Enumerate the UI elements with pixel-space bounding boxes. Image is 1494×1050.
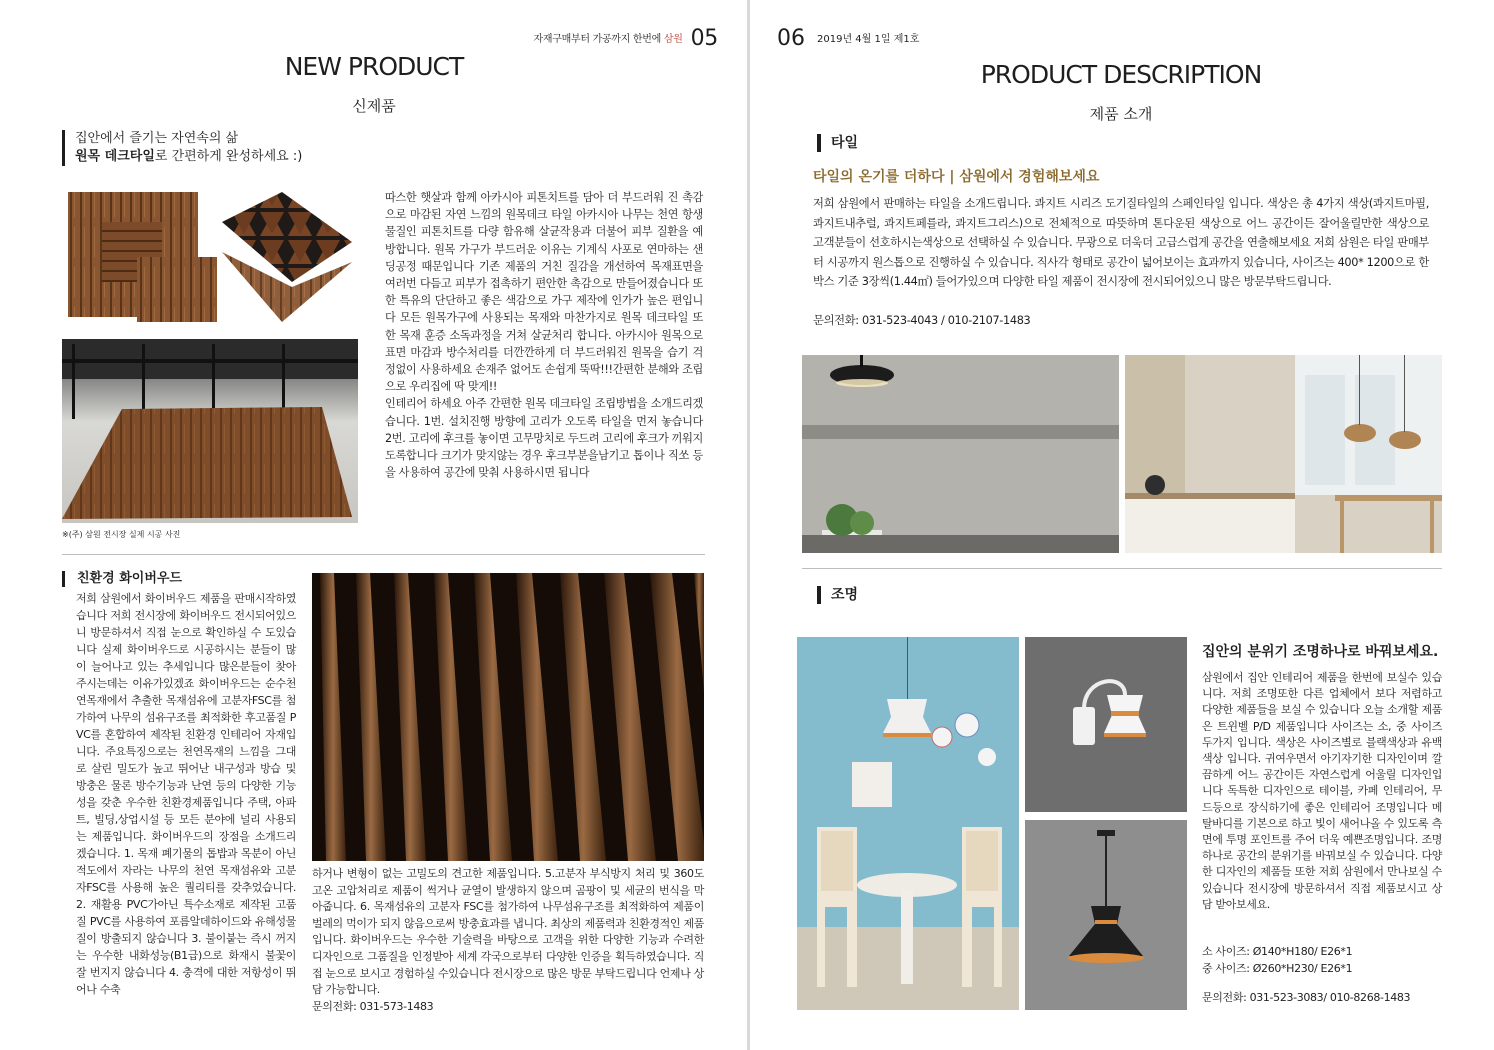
- right-page: [751, 0, 1494, 1050]
- tile-wall-photo: [802, 355, 1119, 553]
- right-section-subtitle: 제품 소개: [1089, 105, 1153, 123]
- photo-caption: ※(주) 삼원 전시장 실제 시공 사진: [62, 530, 181, 539]
- white-pendant-photo: [1025, 637, 1187, 812]
- lighting-paragraph: 삼원에서 집안 인테리어 제품을 한번에 보실수 있습니다. 저희 조명또한 다른 업체에서 보다 저렴하고 다양한 제품들을 보실 수 있습니다 오늘 소개할 제품은 트윈벨 P/D 제품입니다 사이즈는 소, 중 사이즈 두가지 입니다. 색상은 사이즈별로 블랙색상과 유백색상 입니다. 귀여우면서 아기자기한 디자인이며 깔끔하게 어느 공간이든 자연스럽게 어울릴 디자인입니다 독특한 디자인으로 테이블, 카페 인테리어, 무드등으로 장식하기에 좋은 인테리어 조명입니다 메탈바디를 기본으로 하고 빛이 새어나올 수 있도록 측면에 투명 포인트를 주어 더욱 예쁜조명입니다. 조명하나로 공간의 분위기를 바꿔보실 수 있습니다. 다양한 디자인의 제품들 또한 저희 삼원에서 만나보실 수 있습니다 전시장에 방문하셔서 직접 제품보시고 상담 받아보세요.: [1202, 671, 1442, 911]
- header-tagline: 자재구매부터 가공까지 한번에: [533, 34, 664, 45]
- left-section-subtitle: 신제품: [352, 97, 396, 115]
- intro-line-1: 집안에서 즐기는 자연속의 삶: [75, 131, 239, 146]
- deck-intro: [62, 130, 302, 166]
- left-section-title: NEW PRODUCT: [284, 52, 464, 81]
- showroom-install-photo: [62, 339, 358, 523]
- lighting-heading: 조명: [817, 586, 858, 604]
- fiberwood-louver-photo: [312, 573, 704, 861]
- fiberwood-paragraph-2: 하거나 변형이 없는 고밀도의 견고한 제품입니다. 5.고분자 부식방지 처리 및 360도 고온 고압처리로 제품이 썩거나 균열이 발생하지 않으며 곰팡이 및 세균의 번식을 막아줍니다. 6. 목재섬유의 고분자 FSC를 첨가하여 나무섬유구조를 최적화하여 제품이 벌레의 먹이가 되지 않음으로써 방충효과를 냅니다. 최상의 제품력과 친환경적인 제품입니다. 화이버우드는 우수한 기술력을 바탕으로 고객을 위한 다양한 기능과 수려한 디자인으로 그품질을 인정받아 세계 각국으로부터 다양한 인증을 획득하였습니다. 직접 눈으로 보시고 경험하실 수있습니다 전시장으로 많은 방문 부탁드립니다 언제나 상담 가능합니다.: [312, 867, 704, 997]
- tile-phone: 문의전화: 031-523-4043 / 010-2107-1483: [813, 314, 1031, 327]
- fiberwood-description-cont: [312, 866, 704, 1015]
- black-pendant-photo: [1025, 820, 1187, 1010]
- size-small: 소 사이즈: Ø140*H180/ E26*1: [1202, 945, 1353, 958]
- intro-bold: 원목 데크타일: [75, 149, 155, 164]
- deck-description: [385, 189, 703, 481]
- page-number-left: 05: [690, 26, 718, 51]
- lighting-phone: 문의전화: 031-523-3083/ 010-8268-1483: [1202, 991, 1411, 1004]
- deck-paragraph-1: 따스한 햇살과 함께 아카시아 피톤치트를 담아 더 부드러워 진 촉감으로 마감된 자연 느낌의 원목데크 타일 아카시아 나무는 천연 항생 물질인 피톤치트를 다량 함유해 살균작용과 더불어 피부 질환을 예방합니다. 원목 가구가 부드러운 이유는 기계식 사포로 연마하는 샌딩공정 때문입니다 기존 제품의 거친 질감을 개선하여 목재표면을 여러번 다듬고 피부가 접촉하기 편안한 촉감으로 만들어졌습니다 또한 특유의 단단하고 좋은 색감으로 가구 제작에 인가가 높은 편입니다 모든 원목가구에 사용되는 목재와 마찬가지로 원목 데크타일 또한 목재 훈증 소독과정을 거쳐 살균처리 합니다. 아카시아 원목으로 표면 마감과 방수처리를 더깐깐하게 더 부드러워진 원목을 습기 걱정없이 사용하세요 손재주 없어도 손쉽게 뚝딱!!!간편한 분해와 조립으로 우리집에 딱 맞게!!: [385, 191, 703, 394]
- right-header: [777, 26, 919, 51]
- deck-paragraph-2: 인테리어 하세요 아주 간편한 원목 데크타일 조립방법을 소개드리겠습니다. 1번. 설치진행 방향에 고리가 오도록 타일을 먼저 놓습니다 2번. 고리에 후크를 놓이면 고무망치로 두드려 고리에 후크가 끼워지도록합니다 크기가 맞지않는 경우 후크부분을남기고 톱이나 직쏘 등을 사용하여 공간에 맞춰 사용하시면 됩니다: [385, 397, 703, 480]
- header-brand: 삼원: [663, 34, 683, 45]
- intro-rest: 로 간편하게 완성하세요 :): [154, 149, 303, 164]
- fiberwood-phone: 문의전화: 031-573-1483: [312, 999, 434, 1013]
- section-divider: [62, 554, 705, 555]
- lighting-subheading: 집안의 분위기 조명하나로 바꿔보세요.: [1202, 644, 1439, 660]
- left-header: [534, 26, 718, 51]
- tile-paragraph: 저희 삼원에서 판매하는 타일을 소개드립니다. 콰지트 시리즈 도기질타일의 스페인타일 입니다. 색상은 총 4가지 색상(콰지트마필, 콰지트내추럴, 콰지트페를라, 콰지트그리스)으로 전체적으로 따뜻하며 톤다운된 색상으로 어느 공간이든 잘어울릴만한 색상으로 고객분들이 선호하시는색상으로 선택하실 수 있습니다. 무광으로 더욱더 고급스럽게 공간을 연출해보세요 저희 삼원은 타일 판매부터 시공까지 원스톱으로 진행하실 수 있습니다. 직사각 형태로 공간이 넓어보이는 효과까지 있습니다, 사이즈는 400* 1200으로 한박스 기준 3장씩(1.44㎡) 들어가있으며 다양한 타일 제품이 전시장에 전시되어있으니 많은 방문부탁드립니다.: [813, 197, 1429, 288]
- page-number-right: 06: [777, 26, 805, 51]
- section-divider-right: [802, 568, 1442, 569]
- tile-description: [813, 194, 1429, 292]
- lighting-sizes: [1202, 943, 1352, 977]
- right-section-title: PRODUCT DESCRIPTION: [980, 60, 1262, 89]
- tile-subheading: 타일의 온기를 더하다 | 삼원에서 경험해보세요: [813, 169, 1100, 185]
- size-medium: 중 사이즈: Ø260*H230/ E26*1: [1202, 962, 1353, 975]
- tile-kitchen-photo: [1125, 355, 1442, 553]
- deck-tile-photo: [62, 182, 358, 327]
- issue-date: 2019년 4월 1일 제1호: [817, 34, 920, 45]
- lighting-room-photo: [797, 637, 1019, 1010]
- fiberwood-description: 저희 삼원에서 화이버우드 제품을 판매시작하였습니다 저희 전시장에 화이버우드 전시되어있으니 방문하셔서 직접 눈으로 확인하실 수 도있습니다 실제 화이버우드로 시공하시는 분들이 많이 늘어나고 있는 추세입니다 많은분들이 찾아주시는데는 이유가있겠죠 화이버우드는 순수천연목재에서 추출한 목재섬유에 고분자FSC를 첨가하여 나무의 섬유구조를 최적화한 후고품질 PVC를 혼합하여 제작된 친환경 인테리어 자재입니다. 주요특징으로는 천연목재의 느낌을 그대로 살린 밀도가 높고 뛰어난 내구성과 방습 및 방충은 물론 방수기능과 난연 등의 다양한 기능성을 갖춘 우수한 친환경제품입니다 주택, 아파트, 빌딩,상업시설 등 모든 분야에 널리 사용되는 제품입니다. 화이버우드의 장점을 소개드리겠습니다. 1. 목재 폐기물의 톱밥과 목분이 아닌 적도에서 자라는 나무의 천연 목재섬유와 고분자FSC를 사용해 높은 퀄리티를 갖추었습니다. 2. 재활용 PVC가아닌 특수소재로 제작된 고품질 PVC를 사용하여 포름알데하이드와 유해성물질이 방출되지 않습니다 3. 불이붙는 즉시 꺼지는 우수한 내화성능(B1급)으로 화재시 불꽃이 잘 번지지 않습니다 4. 충격에 대한 저항성이 뛰어나 수축: [76, 592, 296, 996]
- lighting-description: [1202, 670, 1442, 913]
- fiberwood-heading: 친환경 화이버우드: [62, 571, 182, 587]
- tile-heading: 타일: [817, 134, 858, 152]
